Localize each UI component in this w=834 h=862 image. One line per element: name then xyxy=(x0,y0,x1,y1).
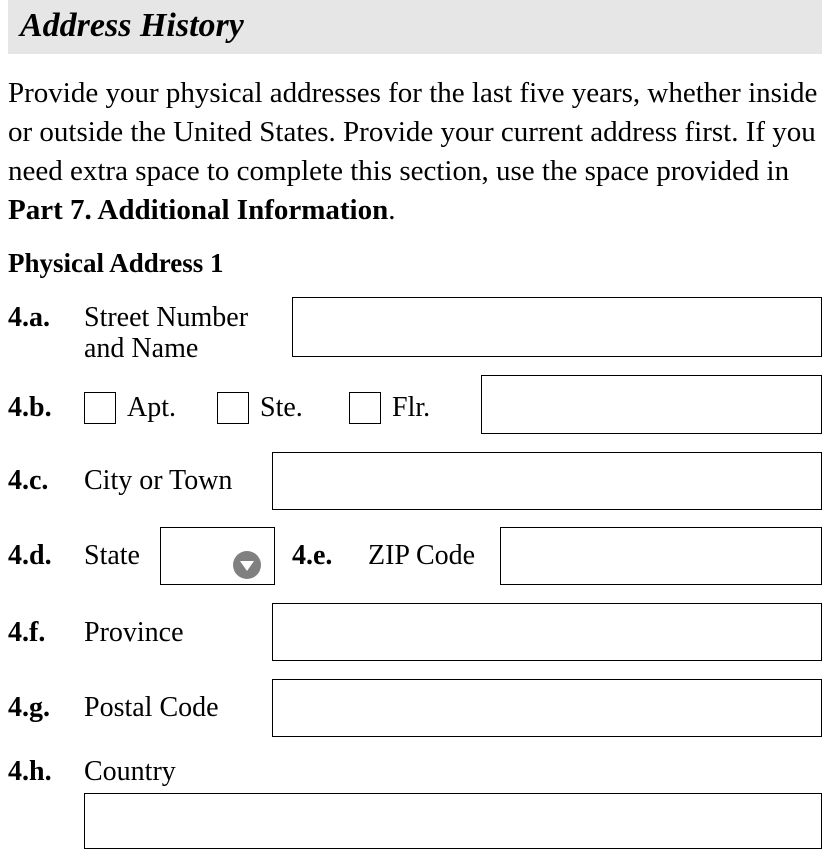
chevron-down-circle-icon[interactable] xyxy=(232,550,262,580)
street-number-name-input[interactable] xyxy=(292,297,822,357)
unit-number-input[interactable] xyxy=(481,375,822,434)
ste-checkbox[interactable] xyxy=(217,392,249,424)
instructions-paragraph xyxy=(8,74,826,230)
instructions-reference: Part 7. Additional Information xyxy=(8,194,389,226)
item-number-4g: 4.g. xyxy=(8,692,50,723)
city-label: City or Town xyxy=(84,465,233,496)
state-label: State xyxy=(84,540,140,571)
flr-label: Flr. xyxy=(392,392,431,423)
item-number-4a: 4.a. xyxy=(8,302,50,333)
instructions-text: Provide your physical addresses for the last five years, whether inside or outside the United States. Provide your current address first. If you need extra space to complete this section, use the space provided in xyxy=(8,77,818,187)
postal-code-label: Postal Code xyxy=(84,692,219,723)
street-label-line1: Street Number xyxy=(84,302,249,333)
item-number-4e: 4.e. xyxy=(292,540,333,571)
section-title: Address History xyxy=(20,7,244,44)
province-label: Province xyxy=(84,617,184,648)
item-number-4h: 4.h. xyxy=(8,756,52,787)
physical-address-1-heading: Physical Address 1 xyxy=(8,248,224,278)
item-number-4f: 4.f. xyxy=(8,617,46,648)
street-label-line2: and Name xyxy=(84,333,199,364)
country-label: Country xyxy=(84,756,176,787)
instructions-end: . xyxy=(388,194,396,226)
country-input[interactable] xyxy=(84,793,822,849)
street-label xyxy=(84,302,248,364)
state-select[interactable] xyxy=(160,527,275,585)
ste-label: Ste. xyxy=(260,392,303,423)
apt-label: Apt. xyxy=(127,392,176,423)
postal-code-input[interactable] xyxy=(272,679,822,737)
section-header xyxy=(8,0,822,54)
item-number-4b: 4.b. xyxy=(8,392,52,423)
apt-checkbox[interactable] xyxy=(84,392,116,424)
item-number-4d: 4.d. xyxy=(8,540,52,571)
flr-checkbox[interactable] xyxy=(349,392,381,424)
city-town-input[interactable] xyxy=(272,452,822,510)
zip-label: ZIP Code xyxy=(368,540,476,571)
item-number-4c: 4.c. xyxy=(8,465,49,496)
province-input[interactable] xyxy=(272,603,822,661)
zip-code-input[interactable] xyxy=(500,527,822,585)
